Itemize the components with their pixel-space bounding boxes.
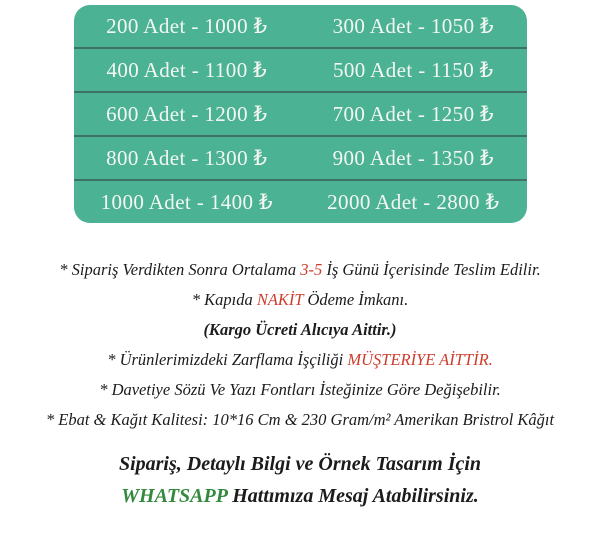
footer-line-2 (0, 480, 600, 512)
note-text: * Ürünlerimizdeki Zarflama İşçiliği (107, 350, 348, 369)
note-accent-red: NAKİT (256, 290, 304, 309)
note-fonts-changeable (0, 375, 600, 405)
price-table-row (74, 47, 527, 91)
price-table-row (74, 5, 527, 47)
price-cell-left: 800 Adet - 1300 ₺ (106, 145, 268, 170)
note-size-paper-quality (0, 405, 600, 435)
footer-line-2-rest: Hattımıza Mesaj Atabilirsiniz. (227, 485, 479, 507)
price-cell-right: 300 Adet - 1050 ₺ (332, 13, 494, 38)
note-text: * Davetiye Sözü Ve Yazı Fontları İsteğinize Göre Değişebilir. (99, 380, 501, 399)
note-shipping-fee (0, 315, 600, 345)
price-cell-left: 200 Adet - 1000 ₺ (106, 13, 268, 38)
price-cell-right: 2000 Adet - 2800 ₺ (327, 189, 500, 214)
whatsapp-accent: WHATSAPP (121, 485, 228, 507)
note-delivery-time (0, 255, 600, 285)
note-envelope-labor (0, 345, 600, 375)
note-cash-on-delivery (0, 285, 600, 315)
note-text: İş Günü İçerisinde Teslim Edilir. (322, 260, 541, 279)
price-table-row (74, 91, 527, 135)
price-cell-left: 400 Adet - 1100 ₺ (106, 57, 268, 82)
note-text: * Ebat & Kağıt Kalitesi: 10*16 Cm & 230 Gram/m² Amerikan Bristrol Kâğıt (45, 410, 555, 429)
price-table (74, 5, 527, 223)
price-cell-right: 500 Adet - 1150 ₺ (332, 57, 494, 82)
footer-line-1: Sipariş, Detaylı Bilgi ve Örnek Tasarım İçin (118, 453, 482, 475)
price-cell-right: 700 Adet - 1250 ₺ (332, 101, 494, 126)
note-text: * Sipariş Verdikten Sonra Ortalama (59, 260, 301, 279)
order-notes (0, 255, 600, 435)
note-text: Ödeme İmkanı. (303, 290, 409, 309)
price-cell-left: 600 Adet - 1200 ₺ (106, 101, 268, 126)
price-cell-right: 900 Adet - 1350 ₺ (332, 145, 494, 170)
note-accent-red: 3-5 (300, 260, 323, 279)
note-accent-red: MÜŞTERİYE AİTTİR. (347, 350, 493, 369)
price-table-row (74, 179, 527, 223)
price-table-row (74, 135, 527, 179)
note-text: * Kapıda (191, 290, 257, 309)
note-text: (Kargo Ücreti Alıcıya Aittir.) (203, 320, 397, 339)
flyer-canvas (0, 5, 600, 536)
footer-cta (0, 448, 600, 512)
price-cell-left: 1000 Adet - 1400 ₺ (100, 189, 273, 214)
